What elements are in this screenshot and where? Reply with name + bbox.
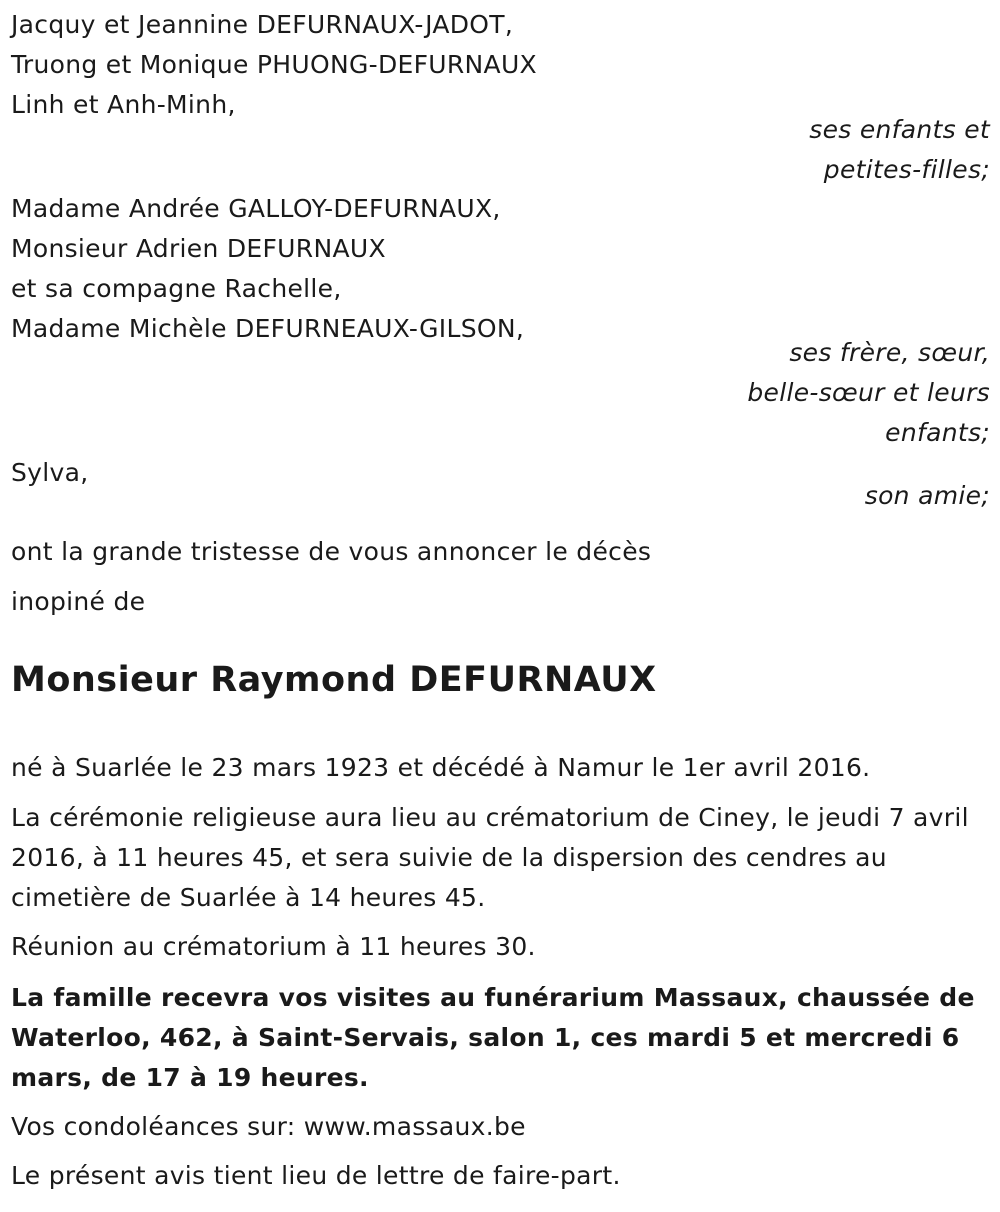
- deceased-name: Monsieur Raymond DEFURNAUX: [11, 660, 657, 700]
- reunion-paragraph: Réunion au crématorium à 11 heures 30.: [11, 932, 536, 961]
- relation-line: enfants;: [885, 418, 990, 447]
- family-name-line: et sa compagne Rachelle,: [11, 274, 342, 303]
- ceremony-paragraph: La cérémonie religieuse aura lieu au crématorium de Ciney, le jeudi 7 avril 2016, à 11 heures 45, et sera suivie de la dispersion des cendres au cimetière de Suarlée à 14 heures 45.: [11, 803, 969, 912]
- family-name-line: Linh et Anh-Minh,: [11, 90, 236, 119]
- family-name-line: Madame Andrée GALLOY-DEFURNAUX,: [11, 194, 501, 223]
- announcement-line: ont la grande tristesse de vous annoncer le décès: [11, 537, 652, 566]
- family-name-line: Madame Michèle DEFURNEAUX-GILSON,: [11, 314, 525, 343]
- relation-line: ses frère, sœur,: [789, 338, 990, 367]
- birth-death-paragraph: né à Suarlée le 23 mars 1923 et décédé à Namur le 1er avril 2016.: [11, 753, 871, 782]
- family-name-line: Sylva,: [11, 458, 89, 487]
- notice-paragraph: Le présent avis tient lieu de lettre de faire-part.: [11, 1161, 621, 1190]
- relation-line: son amie;: [864, 481, 990, 510]
- visits-paragraph: La famille recevra vos visites au funérarium Massaux, chaussée de Waterloo, 462, à Saint-Servais, salon 1, ces mardi 5 et mercredi 6 mars, de 17 à 19 heures.: [11, 983, 975, 1092]
- relation-line: ses enfants et: [809, 115, 990, 144]
- announcement-line: inopiné de: [11, 587, 146, 616]
- family-name-line: Truong et Monique PHUONG-DEFURNAUX: [11, 50, 537, 79]
- condolences-paragraph: Vos condoléances sur: www.massaux.be: [11, 1112, 526, 1141]
- relation-line: petites-filles;: [823, 155, 990, 184]
- family-name-line: Monsieur Adrien DEFURNAUX: [11, 234, 386, 263]
- family-name-line: Jacquy et Jeannine DEFURNAUX-JADOT,: [11, 10, 514, 39]
- relation-line: belle-sœur et leurs: [747, 378, 990, 407]
